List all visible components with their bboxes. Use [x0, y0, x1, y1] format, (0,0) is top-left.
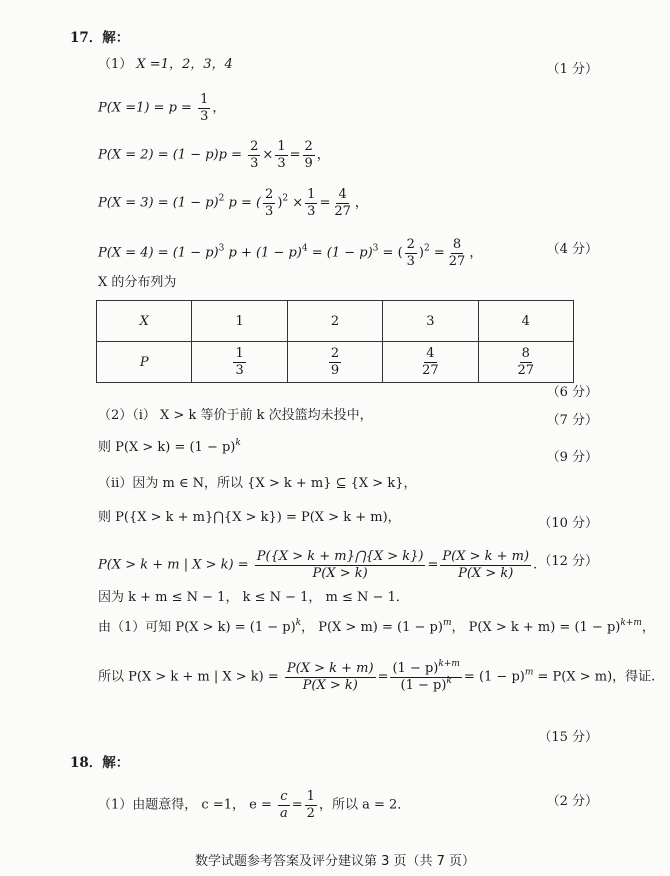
table-cell: $\frac{4}{27}$ [383, 342, 478, 383]
q17-part1-values: （1） X =1，2，3，4 [98, 57, 233, 72]
distribution-intro: X 的分布列为 [98, 275, 177, 290]
score-12: （12 分） [538, 554, 598, 569]
distribution-table [96, 300, 574, 383]
score-1: （1 分） [546, 62, 598, 77]
eq-p1: P(X =1) = p = $\frac{1}{3}$ ， [98, 92, 226, 124]
q18-heading: 18．解： [70, 755, 130, 771]
part2-i-then: 则 $P(X > k) = (1 - p)^k$ [98, 438, 241, 455]
table-cell: $\frac{8}{27}$ [478, 342, 573, 383]
table-row [97, 301, 574, 342]
q17-heading: 17．解： [70, 30, 130, 46]
table-cell: X [97, 301, 192, 342]
page-footer: 数学试题参考答案及评分建议第 3 页（共 7 页） [194, 854, 476, 869]
table-cell: 2 [287, 301, 382, 342]
score-9: （9 分） [546, 450, 598, 465]
score-7: （7 分） [546, 413, 598, 428]
eq-p4: $P(X = 4) = (1 - p)^3$ $p + (1 - p)^4 = (1 - p)^3$ = ( $\frac{2}{3}$ )$^2$ = $\frac{8}{27}$ ， [98, 237, 483, 269]
known-line: 由（1）可知 $P(X > k) = (1 - p)^k$， $P(X > m) = (1 - p)^m$， $P(X > k + m) = (1 - p)^{k+m}$， [98, 618, 655, 635]
part2-ii-then: 则 P({X > k + m}⋂{X > k}) = P(X > k + m)， [98, 510, 401, 525]
table-row [97, 342, 574, 383]
because-line: 因为 k + m ≤ N − 1， k ≤ N − 1， m ≤ N − 1． [98, 590, 409, 605]
table-cell: $\frac{2}{9}$ [287, 342, 382, 383]
table-cell: $\frac{1}{3}$ [192, 342, 287, 383]
score-6: （6 分） [546, 385, 598, 400]
table-cell: 4 [478, 301, 573, 342]
score-10: （10 分） [538, 516, 598, 531]
score-2: （2 分） [546, 794, 598, 809]
table-cell: 3 [383, 301, 478, 342]
table-cell: 1 [192, 301, 287, 342]
eq-p3: $P(X = 3) = (1 - p)^2$ p = ( $\frac{2}{3}$ )$^2$ × $\frac{1}{3}$ = $\frac{4}{27}$ ， [98, 187, 368, 219]
q18-part1: （1）由题意得， c =1， e = $\frac{c}{a}$ = $\frac{1}{2}$ ，所以 a = 2． [98, 789, 411, 821]
eq-p2: P(X = 2) = (1 − p)p = $\frac{2}{3}$ × $\frac{1}{3}$ = $\frac{2}{9}$ ， [98, 139, 330, 171]
score-4: （4 分） [546, 242, 598, 257]
part2-ii: （ⅱ）因为 m ∈ N，所以 {X > k + m} ⊆ {X > k}， [98, 476, 417, 491]
frac-1-3: $\frac{1}{3}$ [200, 92, 209, 124]
conditional-probability-eq: P(X > k + m | X > k) = $\frac{P(\{X > k + m\}⋂\{X > k\})}{P(X > k)}$ = $\frac{P(X > k + m)}{P(X > k)}$ . [98, 549, 538, 581]
score-15: （15 分） [538, 730, 598, 745]
table-cell: P [97, 342, 192, 383]
part2-i: （2）（ⅰ） X > k 等价于前 k 次投篮均未投中， [98, 408, 373, 423]
final-eq: 所以 P(X > k + m | X > k) = $\frac{P(X > k + m)}{P(X > k)}$ = $\frac{(1 - p)^{k+m}}{(1 - p)^k}$ = $(1 - p)^m = P(X > m)$，得证. [98, 659, 656, 693]
